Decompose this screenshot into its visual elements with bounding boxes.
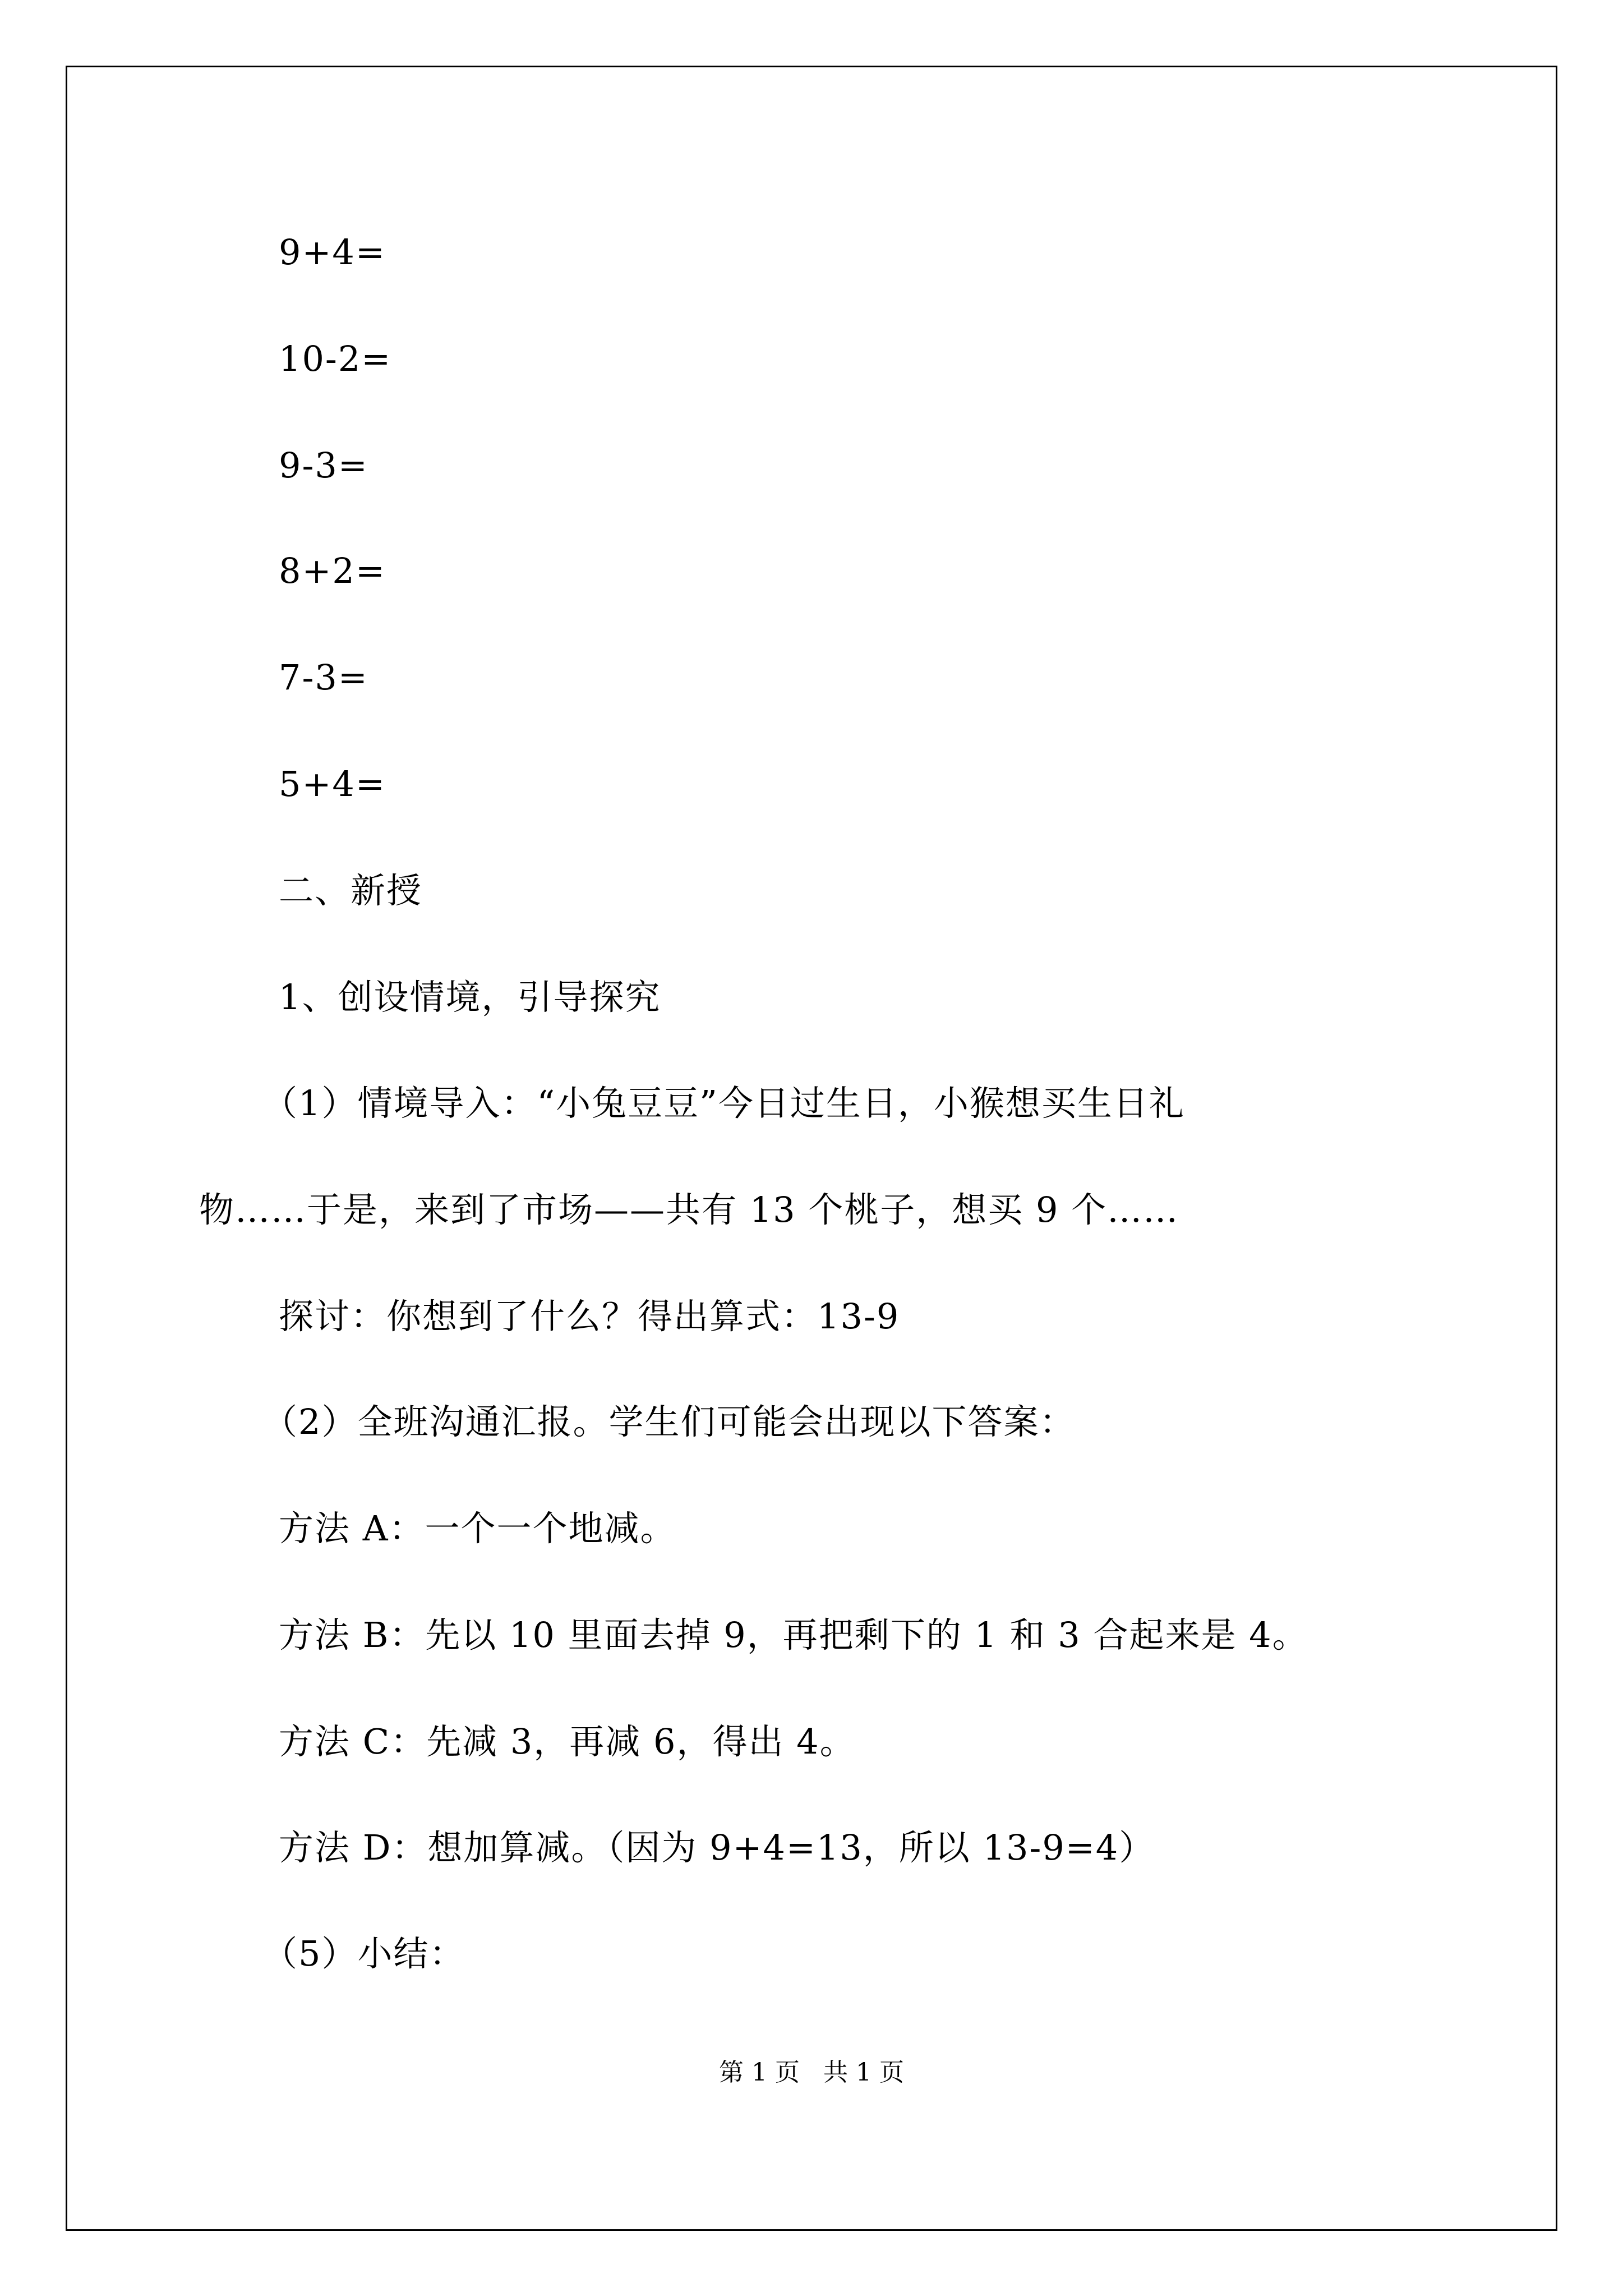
page-border [66,66,1557,2231]
paragraph-line: 探讨：你想到了什么？得出算式：13-9 [279,1296,900,1337]
exercise-line-6: 5+4= [279,763,386,804]
paragraph-line: 物……于是，来到了市场——共有 13 个桃子，想买 9 个…… [199,1189,1179,1230]
paragraph-line: （2）全班沟通汇报。学生们可能会出现以下答案： [262,1401,1076,1442]
method-a-line: 方法 A：一个一个地减。 [279,1508,676,1549]
exercise-line-5: 7-3= [279,657,368,698]
exercise-line-1: 9+4= [279,232,386,273]
method-d-line: 方法 D：想加算减。（因为 9+4=13，所以 13-9=4） [279,1827,1155,1868]
exercise-line-3: 9-3= [279,445,368,486]
section-heading: 二、新授 [279,870,423,911]
exercise-line-4: 8+2= [279,550,386,591]
method-c-line: 方法 C：先减 3，再减 6，得出 4。 [279,1721,856,1762]
page-number-footer: 第 1 页 共 1 页 [719,2058,904,2087]
method-b-line: 方法 B：先以 10 里面去掉 9，再把剩下的 1 和 3 合起来是 4。 [279,1614,1308,1655]
summary-line: （5）小结： [262,1933,465,1974]
paragraph-line: （1）情境导入：“小兔豆豆”今日过生日，小猴想买生日礼 [262,1083,1185,1124]
exercise-line-2: 10-2= [279,338,392,379]
subsection-heading: 1、创设情境，引导探究 [279,977,661,1018]
